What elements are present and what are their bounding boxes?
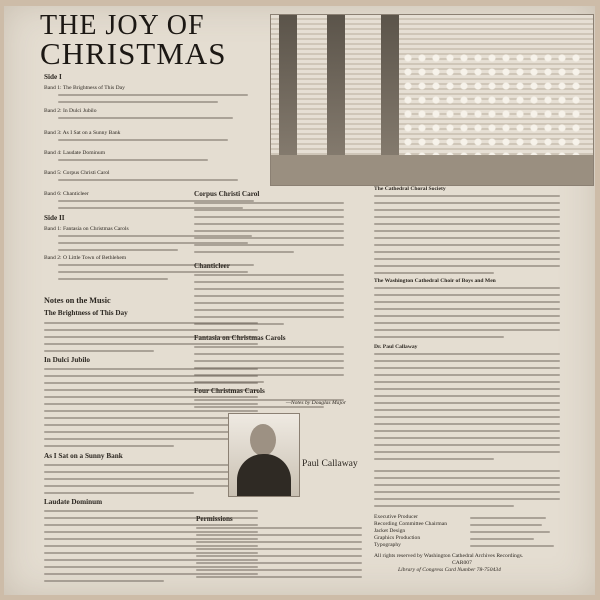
notes-heading: Notes on the Music: [44, 296, 111, 305]
notes-corpus-body: [194, 202, 348, 258]
paper-edge-top: [0, 0, 600, 6]
boys-men-heading: The Washington Cathedral Choir of Boys and Men: [374, 278, 496, 284]
rights-statement: All rights reserved by Washington Cathedral Archives Recordings.: [374, 553, 524, 559]
cathedral-society-text: [374, 195, 564, 279]
band-2-details: [58, 117, 258, 124]
paper-edge-right: [595, 0, 600, 600]
permissions-heading: Permissions: [196, 515, 233, 523]
boys-men-text: [374, 287, 564, 343]
role-typography: Typography: [374, 542, 401, 548]
catalog-number: CAR007: [452, 560, 472, 566]
role-jacket-design-name: [470, 531, 560, 538]
role-jacket-design: Jacket Design: [374, 528, 406, 534]
notes-brightness-heading: The Brightness of This Day: [44, 309, 128, 317]
side-two-band-2: Band 2: O Little Town of Bethlehem: [44, 255, 127, 261]
notes-dulci-heading: In Dulci Jubilo: [44, 356, 90, 364]
notes-chanticleer-heading: Chanticleer: [194, 262, 230, 270]
callaway-heading: Dr. Paul Callaway: [374, 344, 418, 350]
side-two-heading: Side II: [44, 214, 65, 222]
album-title-line-2: CHRISTMAS: [40, 36, 227, 71]
side-two-band-1: Band 1: Fantasia on Christmas Carols: [44, 226, 129, 232]
role-executive-producer: Executive Producer: [374, 514, 418, 520]
role-graphics-production-name: [470, 538, 560, 545]
notes-sunny-bank-heading: As I Sat on a Sunny Bank: [44, 452, 123, 460]
side-one-band-5: Band 5: Corpus Christi Carol: [44, 170, 110, 176]
band-3-details: [58, 139, 258, 146]
production-credits-text: [374, 470, 564, 512]
notes-byline: —Notes by Douglas Major: [285, 400, 346, 406]
side-one-heading: Side I: [44, 73, 62, 81]
side-one-band-3: Band 3: As I Sat on a Sunny Bank: [44, 130, 121, 136]
notes-fantasia-body: [194, 346, 348, 388]
notes-four-carols-heading: Four Christmas Carols: [194, 387, 265, 395]
role-recording-chairman: Recording Committee Chairman: [374, 521, 448, 527]
side-one-band-2: Band 2: In Dulci Jubilo: [44, 108, 97, 114]
choir-photograph: [270, 14, 594, 186]
role-executive-producer-name: [470, 517, 560, 524]
role-typography-name: [470, 545, 560, 552]
callaway-text: [374, 353, 564, 465]
album-title-line-1: THE JOY OF: [40, 10, 205, 41]
paper-edge-bottom: [0, 595, 600, 600]
portrait-caption: Paul Callaway: [302, 458, 358, 469]
side-one-band-4: Band 4: Laudate Dominum: [44, 150, 106, 156]
band-5-details: [58, 179, 258, 186]
paper-edge-left: [0, 0, 4, 600]
notes-fantasia-heading: Fantasia on Christmas Carols: [194, 334, 286, 342]
band-4-details: [58, 159, 258, 166]
side-one-band-1: Band 1: The Brightness of This Day: [44, 85, 125, 91]
lccn-line: Library of Congress Card Number 78-750434: [398, 567, 501, 573]
permissions-body: [196, 527, 366, 583]
side-one-band-6: Band 6: Chanticleer: [44, 191, 89, 197]
role-graphics-production: Graphics Production: [374, 535, 421, 541]
notes-chanticleer-body: [194, 274, 348, 330]
role-recording-chairman-name: [470, 524, 560, 531]
paul-callaway-portrait: [228, 413, 300, 497]
notes-corpus-heading: Corpus Christi Carol: [194, 190, 260, 198]
cathedral-society-heading: The Cathedral Choral Society: [374, 186, 446, 192]
notes-laudate-heading: Laudate Dominum: [44, 498, 103, 506]
band-1-details: [58, 94, 258, 108]
